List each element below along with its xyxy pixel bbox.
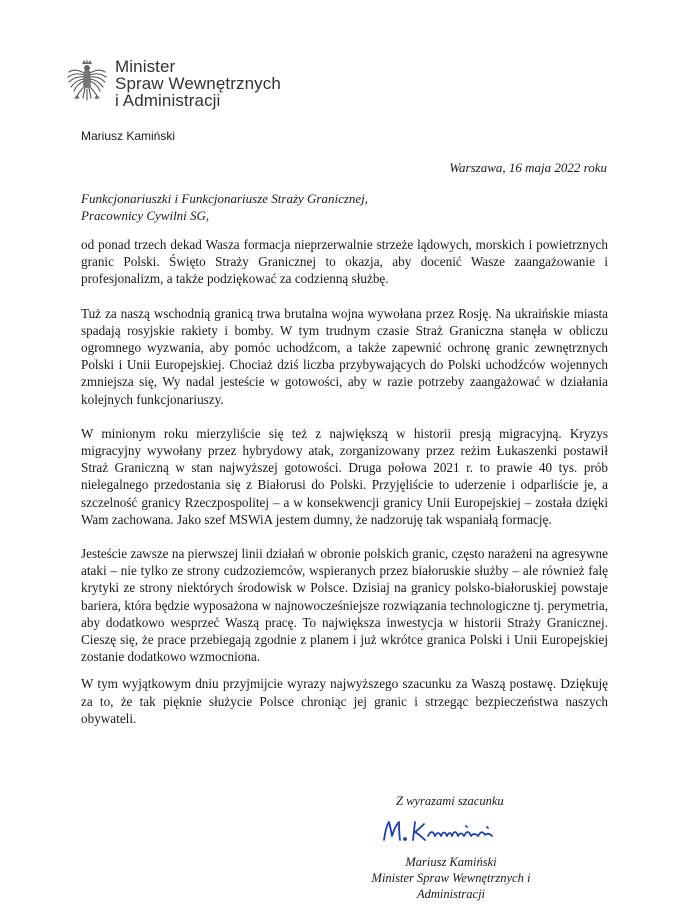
signer-title: Minister Spraw Wewnętrznych i Administracji: [371, 871, 531, 901]
closing-phrase: Z wyrazami szacunku: [396, 794, 504, 808]
paragraph-4: Jesteście zawsze na pierwszej linii działań w obronie polskich granic, często narażeni na agresywne ataki – nie tylko ze strony cudzoziemców, wspieranych przez białoruskie służby – ale również falę krytyki ze strony niektórych środowisk w Polsce. Dzisiaj na granicy polsko-białoruskiej powstaje bariera, która będzie wyposażona w najnowocześniejsze rozwiązania technologiczne tj. perymetria, aby dodatkowo wesprzeć Waszą pracę. To największa inwestycja w historii Straży Granicznej. Cieszę się, że prace przebiegają zgodnie z planem i już wkrótce granica Polski i Unii Europejskiej zostanie dodatkowo wzmocniona.: [81, 546, 608, 665]
paragraph-5: W tym wyjątkowym dniu przyjmijcie wyrazy najwyższego szacunku za Waszą postawę. Dziękuję za to, że tak pięknie służycie Polsce chroniąc jej granic i strzegąc bezpieczeństwa naszych obywateli.: [81, 676, 608, 726]
letterhead: [65, 58, 281, 110]
polish-eagle-emblem-icon: [65, 58, 109, 110]
paragraph-2: Tuż za naszą wschodnią granicą trwa brutalna wojna wywołana przez Rosję. Na ukraińskie miasta spadają rosyjskie rakiety i bomby. W tym trudnym czasie Straż Graniczna stanęła w obliczu ogromnego wyzwania, aby pomóc uchodźcom, a także zapewnić ochronę granic zewnętrznych Polski i Unii Europejskiej. Chociaż dziś liczba przybywających do Polski uchodźców wojennych zmniejsza się, Wy nadal jesteście w gotowości, aby w razie potrzeby zaangażować w działania kolejnych funkcjonariuszy.: [81, 305, 608, 407]
place-date: Warszawa, 16 maja 2022 roku: [449, 160, 607, 175]
ministry-line-1: Minister: [115, 57, 176, 76]
letter-body: [81, 236, 608, 744]
ministry-line-3: i Administracji: [115, 91, 221, 110]
paragraph-1: od ponad trzech dekad Wasza formacja nieprzerwalnie strzeże lądowych, morskich i powietrznych granic Polski. Święto Straży Granicznej to okazja, aby docenić Wasze zaangażowanie i profesjonalizm, a także podziękować za codzienną służbę.: [81, 237, 608, 287]
sender-name: Mariusz Kamiński: [81, 129, 176, 143]
ministry-name: [115, 58, 281, 109]
signer-name: Mariusz Kamiński: [405, 855, 497, 869]
addressee-line-1: Funkcjonariuszki i Funkcjonariusze Straży Granicznej,: [81, 191, 369, 206]
addressee: [81, 190, 368, 224]
addressee-line-2: Pracownicy Cywilni SG,: [81, 208, 210, 223]
ministry-line-2: Spraw Wewnętrznych: [115, 74, 281, 93]
signer-block: [341, 854, 561, 902]
handwritten-signature: [380, 816, 520, 846]
paragraph-3: W minionym roku mierzyliście się też z największą w historii presją migracyjną. Kryzys migracyjny wywołany przez hybrydowy atak, zorganizowany przez reżim Łukaszenki postawił Straż Graniczną w stan najwyższej gotowości. Druga połowa 2021 r. to prawie 40 tys. prób nielegalnego przedostania się z Białorusi do Polski. Przyjęliście to uderzenie i odparliście je, a szczelność granicy Rzeczpospolitej – a w konsekwencji granicy Unii Europejskiej – została dzięki Wam zachowana. Jako szef MSWiA jestem dumny, że nadzoruję tak wspaniałą formację.: [81, 425, 608, 527]
